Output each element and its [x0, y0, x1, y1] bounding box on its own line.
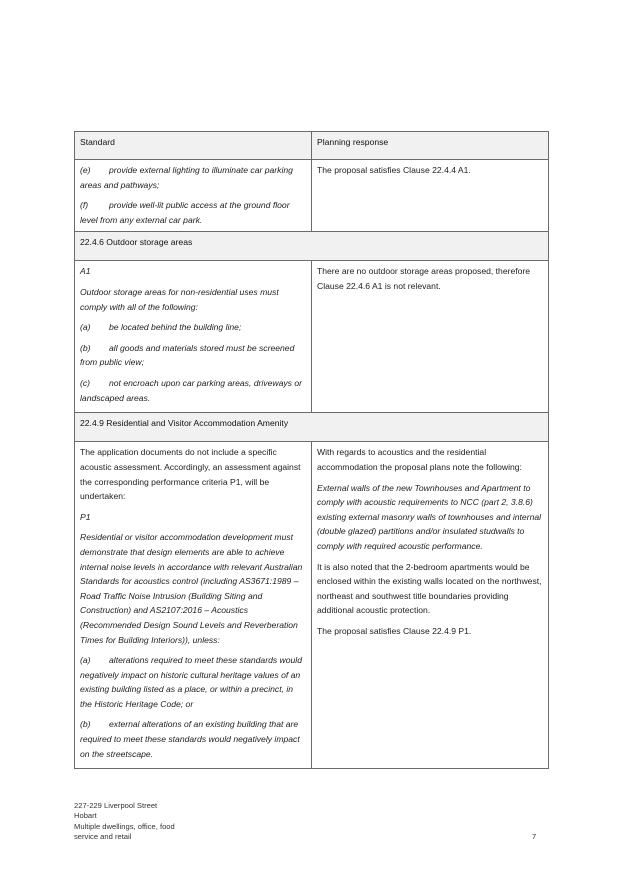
- list-item: (a) alterations required to meet these standards would negatively impact on historic cultural heritage values of an existing building listed as a place, or within a precinct, in the Historic Heritage Code; or: [80, 655, 302, 709]
- footer-address: [74, 801, 175, 843]
- response-note: It is also noted that the 2-bedroom apartments would be enclosed within the existing walls located on the northwest, northeast and southwest title boundaries providing additional acoustic protection.: [317, 561, 542, 616]
- clause-intro: Outdoor storage areas for non-residential uses must comply with all of the following:: [80, 286, 279, 312]
- standards-table: [74, 131, 549, 769]
- response-text: The proposal satisfies Clause 22.4.4 A1.: [317, 165, 471, 175]
- list-item: (f) provide well-lit public access at the ground floor level from any external car park.: [80, 200, 290, 225]
- standard-cell: [75, 442, 312, 769]
- section-row: [75, 232, 549, 261]
- footer-line: 227-229 Liverpool Street: [74, 801, 158, 810]
- list-item: (b) all goods and materials stored must be screened from public view;: [80, 342, 295, 368]
- standard-cell: [75, 160, 312, 232]
- performance-criteria: Residential or visitor accommodation development must demonstrate that design elements are able to achieve internal noise levels in accordance with relevant Australian Standards for acoustics control (including AS3671:1989 – Road Traffic Noise Intrusion (Building Siting and Construction) and AS2107:2016 – Acoustics (Recommended Design Sound Levels and Reverberation Times for Building Interiors)), unless:: [80, 532, 303, 645]
- list-item: (c) not encroach upon car parking areas, driveways or landscaped areas.: [80, 377, 302, 403]
- footer-line: Hobart: [74, 811, 97, 821]
- list-item: (b) external alterations of an existing building that are required to meet these standards would negatively impact on the streetscape.: [80, 719, 300, 759]
- response-cell: [312, 261, 549, 413]
- response-quote: External walls of the new Townhouses and Apartment to comply with acoustic requirements to NCC (part 2, 3.8.6) existing external masonry walls of townhouses and internal (double glazed) partitions and/or insulated studwalls to comply with required acoustic performance.: [317, 482, 542, 551]
- footer-line: service and retail: [74, 832, 132, 842]
- table-header-row: [75, 132, 549, 160]
- list-item: (e) provide external lighting to illuminate car parking areas and pathways;: [80, 165, 293, 190]
- clause-heading: P1: [80, 511, 91, 522]
- footer-line: Multiple dwellings, office, food: [74, 821, 175, 831]
- response-conclusion: The proposal satisfies Clause 22.4.9 P1.: [317, 625, 472, 636]
- page-number: 7: [532, 832, 537, 841]
- assessment-intro: The application documents do not include a specific acoustic assessment. Accordingly, an assessment against the corresponding performance criteria P1, will be undertaken:: [80, 447, 301, 502]
- table-row: [75, 160, 549, 232]
- response-text: There are no outdoor storage areas proposed, therefore Clause 22.4.6 A1 is not relevant.: [317, 266, 531, 291]
- section-heading-residential-amenity: 22.4.9 Residential and Visitor Accommodation Amenity: [75, 413, 549, 442]
- table-row: [75, 261, 549, 413]
- response-cell: [312, 160, 549, 232]
- list-item: (a) be located behind the building line;: [80, 322, 242, 333]
- table-row: [75, 442, 549, 769]
- section-row: [75, 413, 549, 442]
- response-cell: [312, 442, 549, 769]
- standard-cell: [75, 261, 312, 413]
- header-standard: Standard: [75, 132, 312, 160]
- section-heading-outdoor-storage: 22.4.6 Outdoor storage areas: [75, 232, 549, 261]
- clause-heading: A1: [80, 266, 91, 277]
- response-intro: With regards to acoustics and the residential accommodation the proposal plans note the following:: [317, 447, 522, 472]
- header-planning-response: Planning response: [312, 132, 549, 160]
